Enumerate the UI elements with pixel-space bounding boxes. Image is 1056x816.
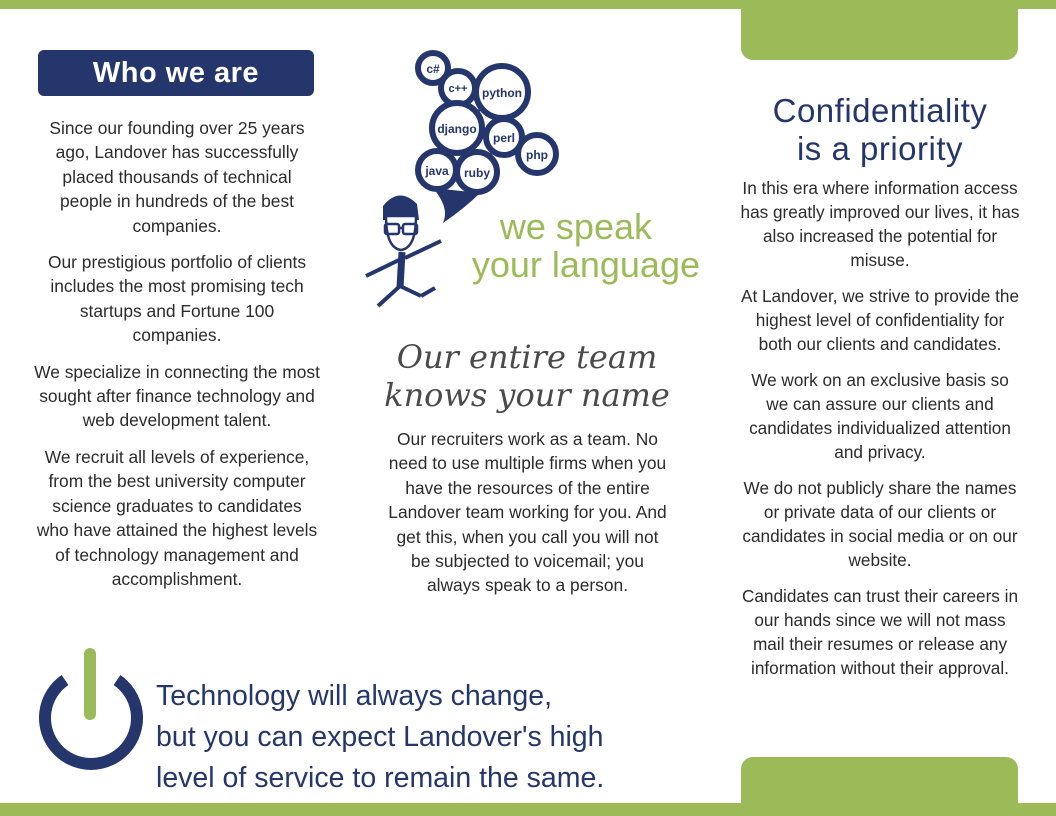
who-we-are-text [34,116,320,603]
bubble-label: java [425,164,449,178]
bubble-label: python [482,86,522,100]
bubble-label: c# [426,62,440,76]
closing-line-3: level of service to remain the same. [156,762,605,794]
closing-statement [156,676,696,799]
left-paragraph: We recruit all levels of experience, from the best university computer science graduates to candidates who have attained the highest levels of technology management and accomplishment. [36,446,318,589]
team-heading-line-2: knows your name [384,376,670,414]
right-paragraph: At Landover, we strive to provide the highest level of confidentiality for both our clients and candidates. [740,286,1020,354]
confidentiality-heading-line-2: is a priority [796,130,964,167]
slogan-line-1: we speak [499,206,652,247]
left-paragraph: Since our founding over 25 years ago, Landover has successfully placed thousands of technical people in hundreds of the best companies. [49,118,305,236]
closing-line-2: but you can expect Landover's high [156,721,604,753]
confidentiality-heading [738,92,1022,168]
right-paragraph: In this era where information access has greatly improved our lives, it has also increased the potential for misuse. [740,178,1020,270]
bubble-label: perl [492,131,516,145]
bubble-label: django [437,122,477,136]
who-we-are-heading: Who we are [38,50,314,96]
team-heading-line-1: Our entire team [396,338,658,376]
confidentiality-heading-line-1: Confidentiality [772,92,988,129]
top-green-tab [741,0,1018,60]
bubble-label: ruby [463,166,491,180]
slogan [400,208,700,284]
bubble-label: c++ [448,83,468,95]
right-paragraph: We do not publicly share the names or private data of our clients or candidates in social media or on our website. [742,478,1018,570]
closing-line-1: Technology will always change, [156,680,553,712]
team-text: Our recruiters work as a team. No need to use multiple firms when you have the resources of the entire Landover team working for you. And get this, when you call you will not be subjected to voicemail; you always speak to a person. [388,429,667,596]
team-heading [382,338,672,414]
right-paragraph: Candidates can trust their careers in our hands since we will not mass mail their resumes or release any information without their approval. [741,586,1019,678]
bottom-accent-bar [0,803,1056,816]
bubble-label: php [526,148,548,162]
left-paragraph: We specialize in connecting the most sought after finance technology and web development talent. [34,361,320,431]
right-paragraph: We work on an exclusive basis so we can assure our clients and candidates individualized attention and privacy. [749,370,1011,462]
confidentiality-text [738,176,1022,692]
left-paragraph: Our prestigious portfolio of clients includes the most promising tech startups and Fortune 100 companies. [47,252,307,346]
slogan-line-2: your language [471,244,700,285]
power-icon [35,645,147,775]
